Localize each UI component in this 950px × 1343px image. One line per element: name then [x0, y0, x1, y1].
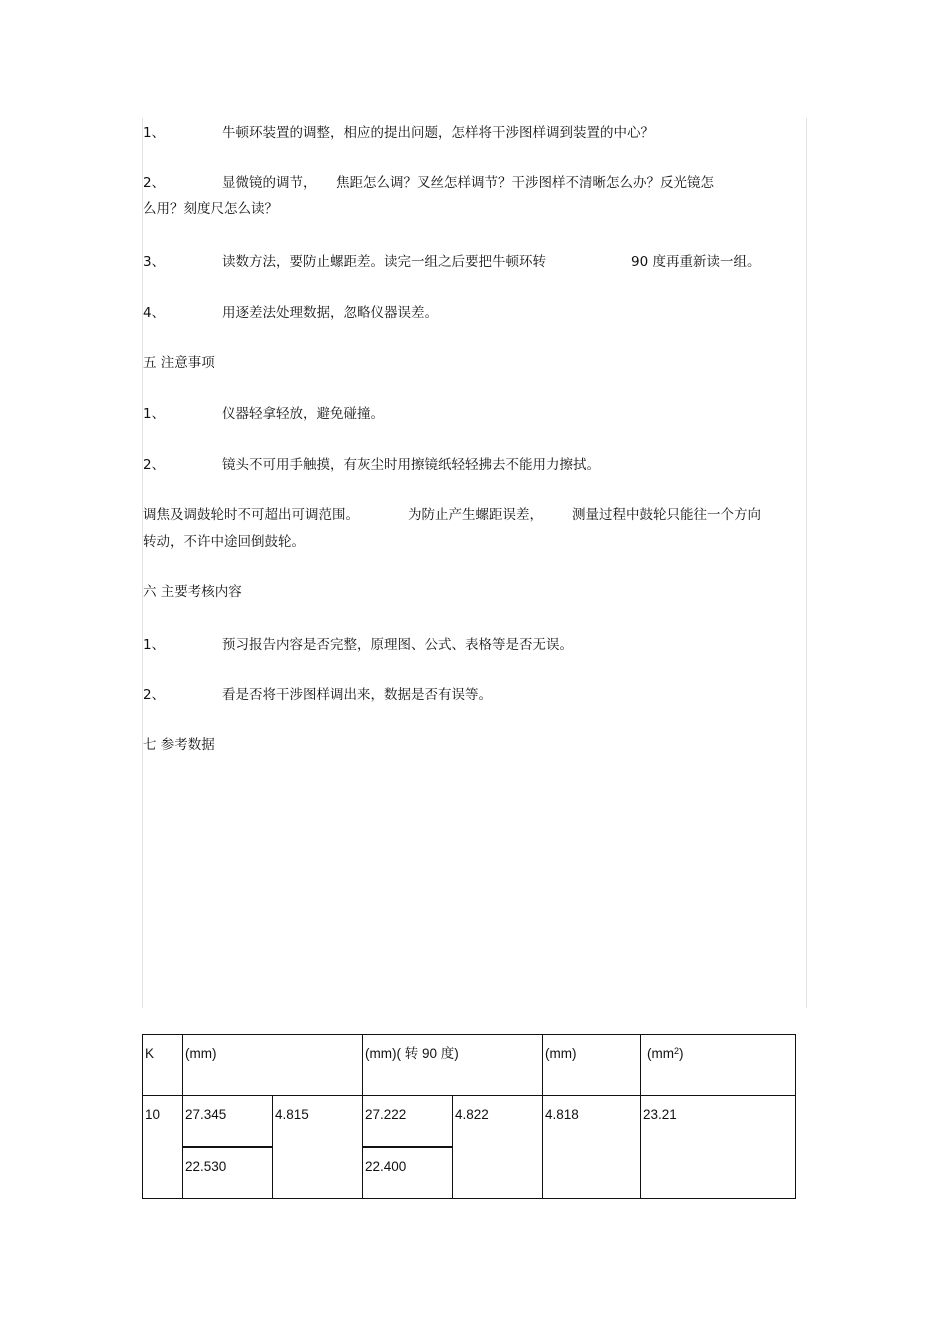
- cell-b-diff: 4.822: [453, 1096, 543, 1199]
- item-text: 看是否将干涉图样调出来，数据是否有误等。: [222, 687, 492, 703]
- table-row: [143, 1096, 796, 1148]
- step-number: 2、: [143, 175, 166, 191]
- cell-b2: 22.400: [363, 1147, 453, 1199]
- cell-a1: 27.345: [183, 1096, 273, 1148]
- cell-average: 4.818: [543, 1096, 641, 1199]
- step-text-wrap: 么用？刻度尺怎么读？: [143, 201, 278, 217]
- paragraph-text: 调焦及调鼓轮时不可超出可调范围。: [143, 507, 359, 523]
- header-k: K: [143, 1035, 183, 1096]
- item-text: 仪器轻拿轻放，避免碰撞。: [222, 406, 384, 422]
- step-number: 4、: [143, 305, 166, 321]
- step-text: 用逐差法处理数据，忽略仪器误差。: [222, 305, 438, 321]
- item-text: 镜头不可用手触摸，有灰尘时用擦镜纸轻轻拂去不能用力擦拭。: [222, 457, 600, 473]
- step-text: 牛顿环装置的调整，相应的提出问题，怎样将干涉图样调到装置的中心？: [222, 125, 654, 141]
- cell-squared: 23.21: [641, 1096, 796, 1199]
- step-number: 1、: [143, 125, 166, 141]
- header-squared-exponent: 2: [674, 1046, 680, 1056]
- reference-data-table: [142, 1034, 796, 1199]
- step-number: 3、: [143, 254, 166, 270]
- cell-a2: 22.530: [183, 1147, 273, 1199]
- header-reading-rotated: (mm)( 转 90 度): [363, 1035, 543, 1096]
- item-text: 预习报告内容是否完整，原理图、公式、表格等是否无误。: [222, 637, 573, 653]
- item-number: 1、: [143, 406, 166, 422]
- step-text-continued: 90 度再重新读一组。: [631, 254, 761, 270]
- item-number: 2、: [143, 687, 166, 703]
- page-frame-right: [806, 118, 807, 1008]
- table-header-row: [143, 1035, 796, 1096]
- item-number: 1、: [143, 637, 166, 653]
- step-text: 显微镜的调节，: [222, 175, 317, 191]
- paragraph-text: 为防止产生螺距误差，: [408, 507, 543, 523]
- header-squared-close: ): [679, 1046, 684, 1061]
- cell-k: 10: [143, 1096, 183, 1199]
- paragraph-text: 转动，不许中途回倒鼓轮。: [143, 534, 305, 550]
- item-number: 2、: [143, 457, 166, 473]
- cell-a-diff: 4.815: [273, 1096, 363, 1199]
- step-text-continued: 焦距怎么调？叉丝怎样调节？干涉图样不清晰怎么办？反光镜怎: [336, 175, 714, 191]
- paragraph-text: 测量过程中鼓轮只能往一个方向: [572, 507, 761, 523]
- cell-b1: 27.222: [363, 1096, 453, 1148]
- section-heading: 六 主要考核内容: [143, 584, 242, 600]
- section-heading: 七 参考数据: [143, 737, 215, 753]
- step-text: 读数方法，要防止螺距差。读完一组之后要把牛顿环转: [222, 254, 546, 270]
- page-frame-left: [142, 118, 143, 1008]
- header-squared-unit: (mm: [647, 1046, 674, 1061]
- header-average: (mm): [543, 1035, 641, 1096]
- header-reading: (mm): [183, 1035, 363, 1096]
- header-squared: [641, 1035, 796, 1096]
- section-heading: 五 注意事项: [143, 355, 215, 371]
